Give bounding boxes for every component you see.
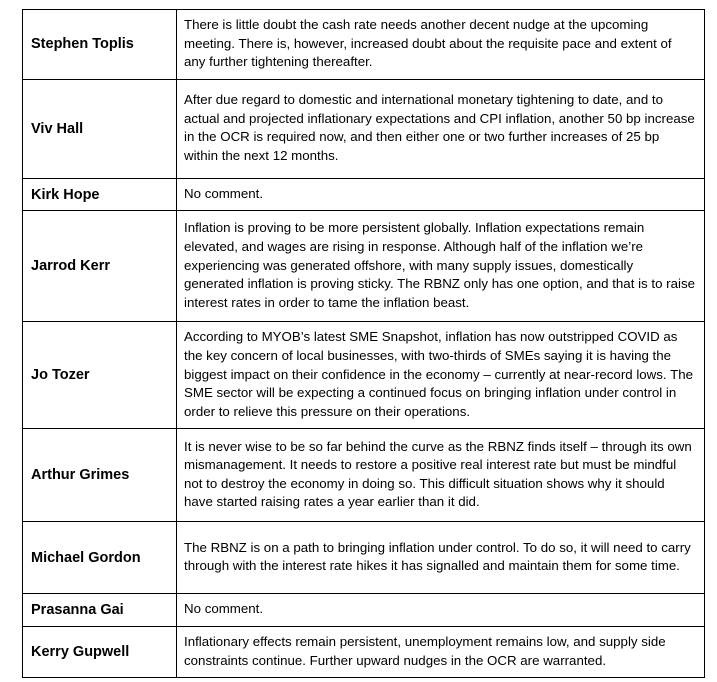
commentator-comment: Inflation is proving to be more persistent globally. Inflation expectations remain elevated, and wages are rising in response. Although half of the inflation we’re experiencing was generated offshore, with many supply issues, domestically generated inflation is proving sticky. The RBNZ only has one option, and that is to raise interest rates in order to tame the inflation beast.	[177, 211, 705, 322]
table-row	[23, 626, 705, 677]
commentator-name: Viv Hall	[23, 79, 177, 178]
commentator-comment: The RBNZ is on a path to bringing inflation under control. To do so, it will need to carry through with the interest rate hikes it has signalled and maintain them for some time.	[177, 522, 705, 594]
table-row	[23, 79, 705, 178]
table-row	[23, 322, 705, 429]
table-row	[23, 594, 705, 627]
commentator-comment: There is little doubt the cash rate needs another decent nudge at the upcoming meeting. There is, however, increased doubt about the requisite pace and extent of any further tightening thereafter.	[177, 10, 705, 80]
commentator-name: Stephen Toplis	[23, 10, 177, 80]
commentator-name: Jo Tozer	[23, 322, 177, 429]
commentator-comment: No comment.	[177, 178, 705, 211]
commentator-comment: No comment.	[177, 594, 705, 627]
commentator-comment: After due regard to domestic and international monetary tightening to date, and to actual and projected inflationary expectations and CPI inflation, another 50 bp increase in the OCR is required now, and then either one or two further increases of 25 bp within the next 12 months.	[177, 79, 705, 178]
commentator-name: Prasanna Gai	[23, 594, 177, 627]
table-row	[23, 429, 705, 522]
table-row	[23, 10, 705, 80]
commentator-comment: Inflationary effects remain persistent, unemployment remains low, and supply side constraints continue. Further upward nudges in the OCR are warranted.	[177, 626, 705, 677]
comments-table	[22, 9, 705, 678]
table-row	[23, 211, 705, 322]
commentator-comment: It is never wise to be so far behind the curve as the RBNZ finds itself – through its own mismanagement. It needs to restore a positive real interest rate but must be mindful not to destroy the economy in doing so. This difficult situation shows why it should have started raising rates a year earlier than it did.	[177, 429, 705, 522]
table-row	[23, 178, 705, 211]
table-row	[23, 522, 705, 594]
commentator-comment: According to MYOB’s latest SME Snapshot, inflation has now outstripped COVID as the key concern of local businesses, with two-thirds of SMEs saying it is having the biggest impact on their confidence in the economy – currently at near-record lows. The SME sector will be expecting a continued focus on bringing inflation under control in order to relieve this pressure on their operations.	[177, 322, 705, 429]
commentator-name: Kirk Hope	[23, 178, 177, 211]
commentator-name: Jarrod Kerr	[23, 211, 177, 322]
commentator-name: Arthur Grimes	[23, 429, 177, 522]
commentator-name: Michael Gordon	[23, 522, 177, 594]
commentator-name: Kerry Gupwell	[23, 626, 177, 677]
